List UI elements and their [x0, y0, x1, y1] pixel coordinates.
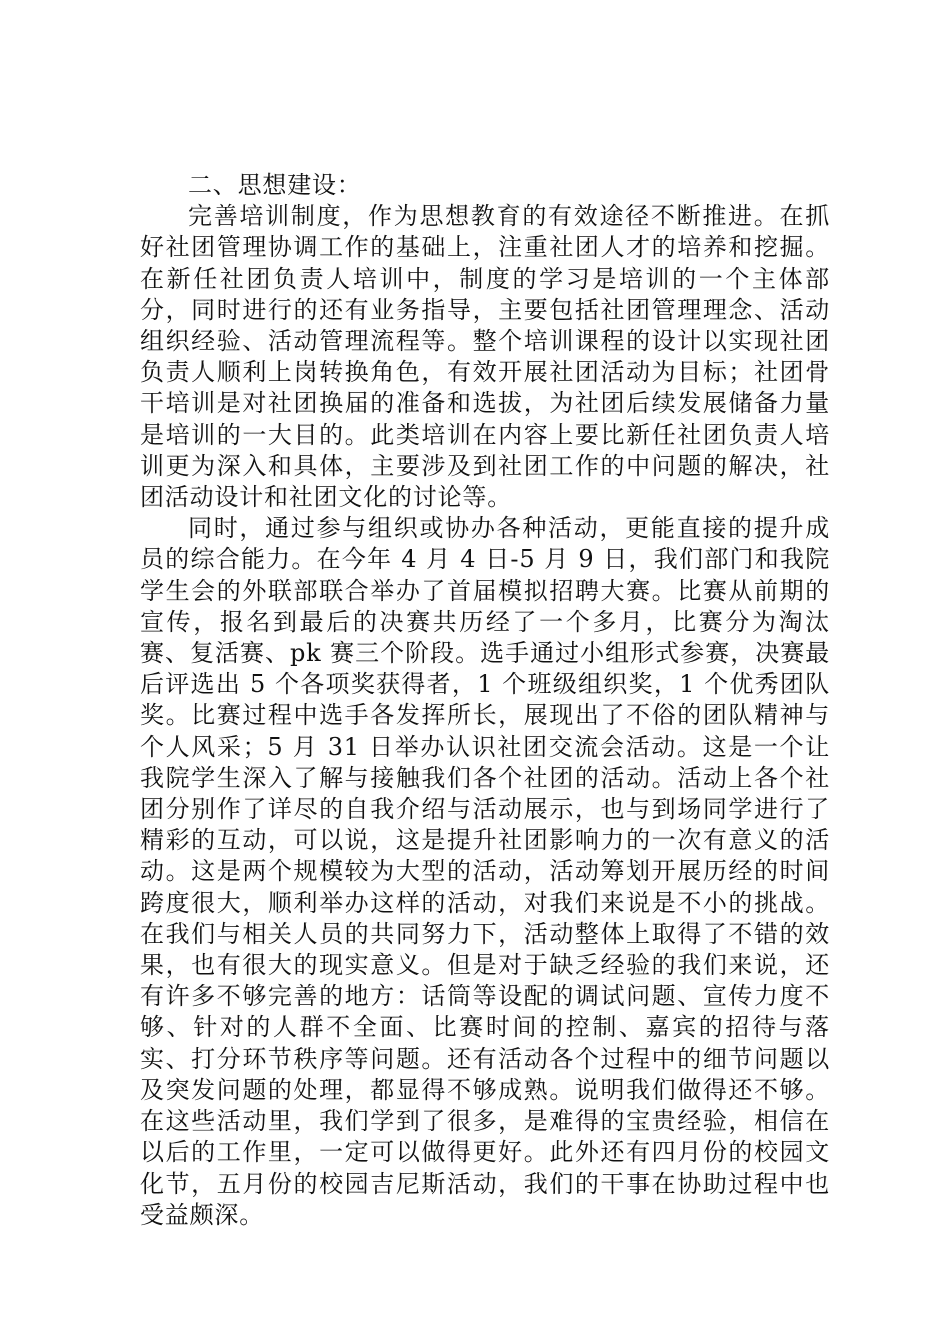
- section-heading: 二、思想建设：: [188, 171, 362, 199]
- document-body: [140, 170, 830, 1231]
- paragraph-activities: 同时，通过参与组织或协办各种活动，更能直接的提升成员的综合能力。在今年 4 月 4 日-5 月 9 日，我们部门和我院学生会的外联部联合举办了首届模拟招聘大赛。比赛从前期的宣传，报名到最后的决赛共历经了一个多月，比赛分为淘汰赛、复活赛、pk 赛三个阶段。选手通过小组形式参赛，决赛最后评选出 5 个各项奖获得者，1 个班级组织奖，1 个优秀团队奖。比赛过程中选手各发挥所长，展现出了不俗的团队精神与个人风采；5 月 31 日举办认识社团交流会活动。这是一个让我院学生深入了解与接触我们各个社团的活动。活动上各个社团分别作了详尽的自我介绍与活动展示，也与到场同学进行了精彩的互动，可以说，这是提升社团影响力的一次有意义的活动。这是两个规模较为大型的活动，活动筹划开展历经的时间跨度很大，顺利举办这样的活动，对我们来说是不小的挑战。在我们与相关人员的共同努力下，活动整体上取得了不错的效果，也有很大的现实意义。但是对于缺乏经验的我们来说，还有许多不够完善的地方：话筒等设配的调试问题、宣传力度不够、针对的人群不全面、比赛时间的控制、嘉宾的招待与落实、打分环节秩序等问题。还有活动各个过程中的细节问题以及突发问题的处理，都显得不够成熟。说明我们做得还不够。在这些活动里，我们学到了很多，是难得的宝贵经验，相信在以后的工作里，一定可以做得更好。此外还有四月份的校园文化节，五月份的校园吉尼斯活动，我们的干事在协助过程中也受益颇深。: [140, 514, 830, 1229]
- paragraph-training: 完善培训制度，作为思想教育的有效途径不断推进。在抓好社团管理协调工作的基础上，注重社团人才的培养和挖掘。在新任社团负责人培训中，制度的学习是培训的一个主体部分，同时进行的还有业务指导，主要包括社团管理理念、活动组织经验、活动管理流程等。整个培训课程的设计以实现社团负责人顺利上岗转换角色，有效开展社团活动为目标；社团骨干培训是对社团换届的准备和选拔，为社团后续发展储备力量是培训的一大目的。此类培训在内容上要比新任社团负责人培训更为深入和具体，主要涉及到社团工作的中问题的解决，社团活动设计和社团文化的讨论等。: [140, 202, 830, 512]
